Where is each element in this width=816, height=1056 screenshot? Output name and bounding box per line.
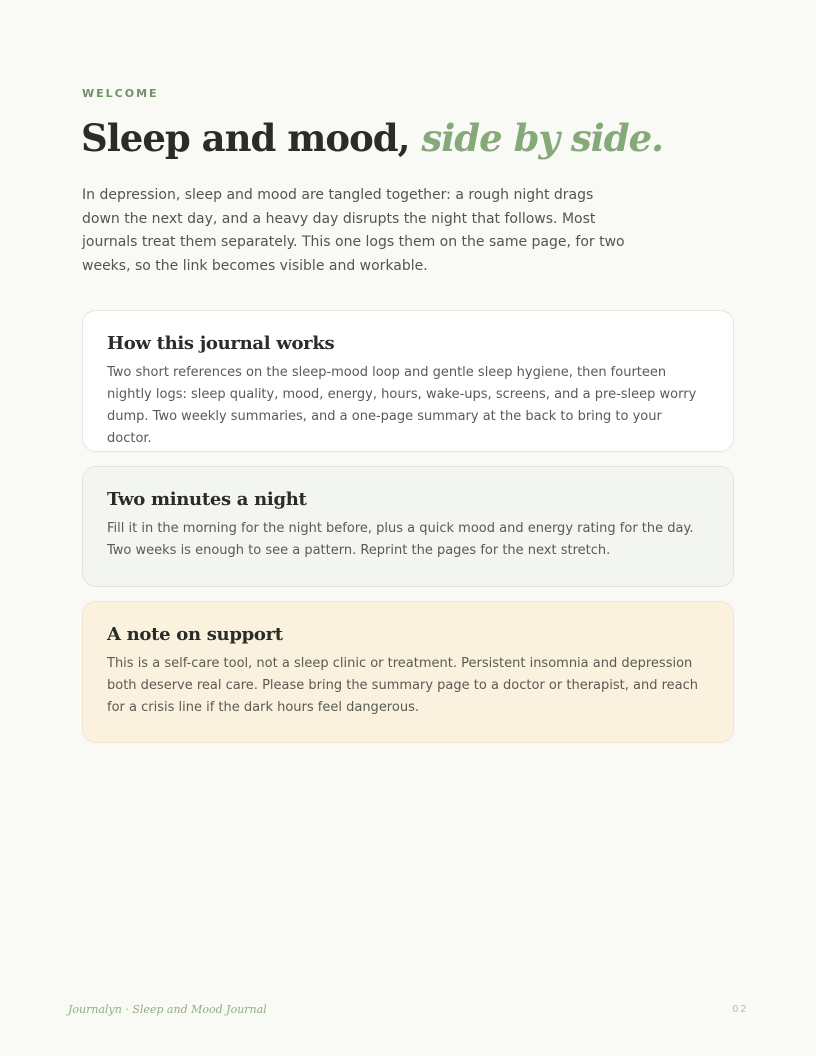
intro-paragraph: In depression, sleep and mood are tangled together: a rough night drags down the next day, and a heavy day disrupts the night that follows. Most journals treat them separately. This one logs them on the same page, for two weeks, so the link becomes visible and workable.	[82, 187, 625, 274]
page-title	[81, 116, 663, 160]
page-title-accent: side by side.	[421, 116, 664, 160]
card-how-it-works	[82, 310, 734, 452]
card-two-minutes	[82, 466, 734, 587]
card-title: A note on support	[107, 624, 283, 645]
card-title: Two minutes a night	[107, 489, 307, 510]
card-title: How this journal works	[107, 333, 335, 354]
footer-page-number: 02	[732, 1004, 748, 1015]
section-eyebrow: WELCOME	[82, 87, 159, 100]
card-support-note	[82, 601, 734, 743]
card-body: This is a self-care tool, not a sleep clinic or treatment. Persistent insomnia and depression both deserve real care. Please bring the summary page to a doctor or therapist, and reach for a crisis line if the dark hours feel dangerous.	[107, 656, 698, 715]
card-body: Two short references on the sleep-mood loop and gentle sleep hygiene, then fourteen nightly logs: sleep quality, mood, energy, hours, wake-ups, screens, and a pre-sleep worry dump. Two weekly summaries, and a one-page summary at the back to bring to your doctor.	[107, 365, 697, 446]
card-body: Fill it in the morning for the night before, plus a quick mood and energy rating for the day. Two weeks is enough to see a pattern. Reprint the pages for the next stretch.	[107, 521, 694, 558]
page-title-main: Sleep and mood,	[81, 116, 422, 160]
footer-journal-name: Journalyn · Sleep and Mood Journal	[68, 1003, 267, 1016]
